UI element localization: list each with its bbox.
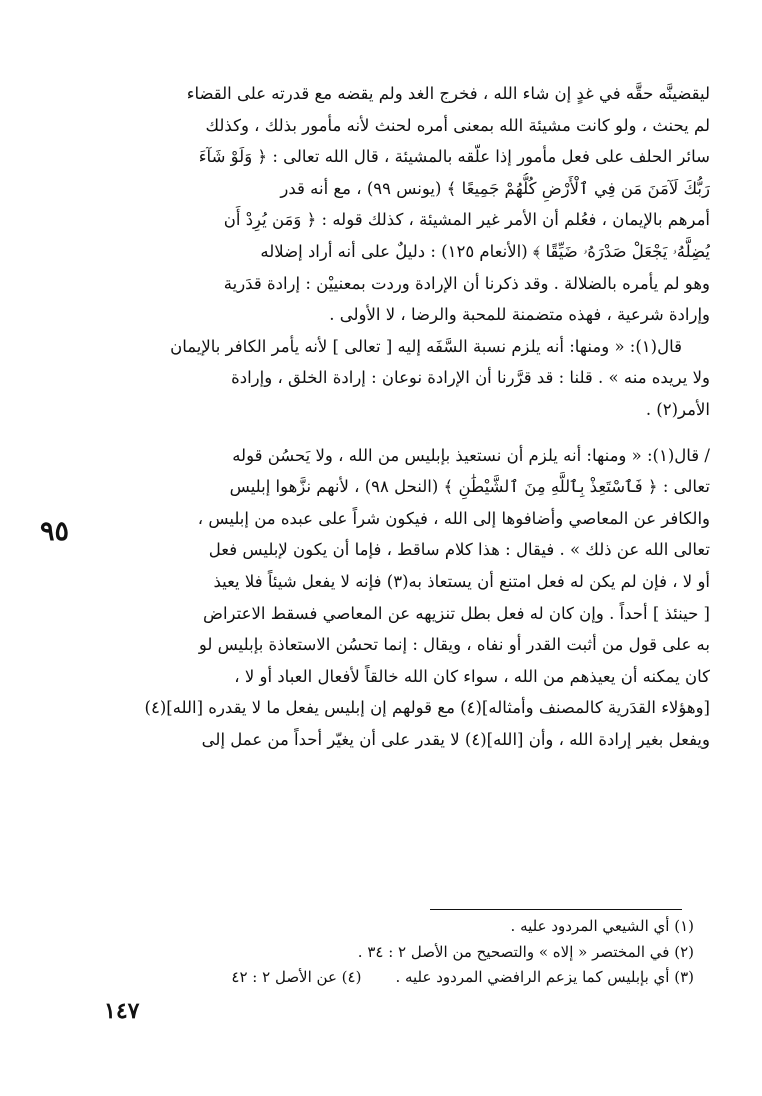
text-line: / قال(١): « ومنها: أنه يلزم أن نستعيذ بإبليس من الله ، ولا يَحسُن قوله [232, 445, 710, 465]
footnotes [104, 914, 694, 991]
text-line: [ حينئذ ] أحداً . وإن كان له فعل بطل تنزيهه عن المعاصي فسقط الاعتراض [203, 603, 710, 623]
margin-page-number: ٩٥ [40, 516, 70, 547]
text-line: تعالى : ﴿ فَٱسْتَعِذْ بِٱللَّهِ مِنَ ٱلشَّيْطَٰنِ ﴾ (النحل ٩٨) ، لأنهم نزَّهوا إبليس [229, 477, 710, 497]
page-number: ١٤٧ [104, 998, 140, 1024]
text-line: وإرادة شرعية ، فهذه متضمنة للمحبة والرضا ، لا الأولى . [329, 305, 710, 325]
text-line: ويفعل بغير إرادة الله ، وأن [الله](٤) لا يقدر على أن يغيّر أحداً من عمل إلى [201, 729, 710, 749]
text-line: قال(١): « ومنها: أنه يلزم نسبة السَّفَه إليه [ تعالى ] لأنه يأمر الكافر بالإيمان [170, 336, 682, 356]
text-line: [وهؤلاء القدَرية كالمصنف وأمثاله](٤) مع قولهم إن إبليس يفعل ما لا يقدره [الله](٤) [144, 698, 710, 718]
footnote-3: (٣) أي بإبليس كما يزعم الرافضي المردود عليه . [395, 968, 694, 986]
text-line: الأمر(٢) . [645, 399, 710, 419]
text-line: ولا يريده منه » . قلنا : قد قرَّرنا أن الإرادة نوعان : إرادة الخلق ، وإرادة [231, 368, 710, 388]
text-line: وهو لم يأمره بالضلالة . وقد ذكرنا أن الإرادة وردت بمعنييْن : إرادة قدَرية [223, 273, 710, 293]
footnote-1: (١) أي الشيعي المردود عليه . [510, 917, 694, 935]
text-line: أمرهم بالإيمان ، فعُلم أن الأمر غير المشيئة ، كذلك قوله : ﴿ وَمَن يُرِدْ أَن [223, 210, 710, 230]
text-line: رَبُّكَ لَآمَنَ مَن فِي ٱلْأَرْضِ كُلُّهُمْ جَمِيعًا ﴾ (يونس ٩٩) ، مع أنه قدر [280, 178, 710, 198]
text-line: به على قول من أثبت القدر أو نفاه ، ويقال : إنما تحسُن الاستعاذة بإبليس لو [198, 635, 710, 655]
text-line: ليقضينَّه حقَّه في غدٍ إن شاء الله ، فخرج الغد ولم يقضه مع قدرته على القضاء [186, 84, 710, 103]
footnote-2: (٢) في المختصر « إلاه » والتصحيح من الأصل ٢ : ٣٤ . [357, 942, 694, 961]
text-line: سائر الحلف على فعل مأمور إذا علّقه بالمشيئة ، قال الله تعالى : ﴿ وَلَوْ شَآءَ [198, 147, 710, 167]
main-text [104, 78, 710, 755]
text-line: كان يمكنه أن يعيذهم من الله ، سواء كان الله خالقاً لأفعال العباد أو لا ، [234, 666, 710, 686]
text-line: يُضِلَّهُۥ يَجْعَلْ صَدْرَهُۥ ضَيِّقًا ﴾ (الأنعام ١٢٥) : دليلٌ على أنه أراد إضلاله [260, 241, 710, 261]
text-line [104, 426, 710, 440]
footnote-row [104, 965, 694, 991]
text-line: تعالى الله عن ذلك » . فيقال : هذا كلام ساقط ، فإما أن يكون لإبليس فعل [208, 540, 710, 560]
footnote-4: (٤) عن الأصل ٢ : ٤٢ [231, 968, 362, 986]
footnote-separator [430, 909, 682, 910]
text-line: أو لا ، فإن لم يكن له فعل امتنع أن يستعاذ به(٣) فإنه لا يفعل شيئاً فلا يعيذ [213, 571, 710, 591]
text-line: لم يحنث ، ولو كانت مشيئة الله بمعنى أمره لحنث لأنه مأمور بذلك ، وكذلك [205, 115, 710, 135]
text-line: والكافر عن المعاصي وأضافوها إلى الله ، فيكون شراً على عبده من إبليس ، [197, 508, 710, 528]
